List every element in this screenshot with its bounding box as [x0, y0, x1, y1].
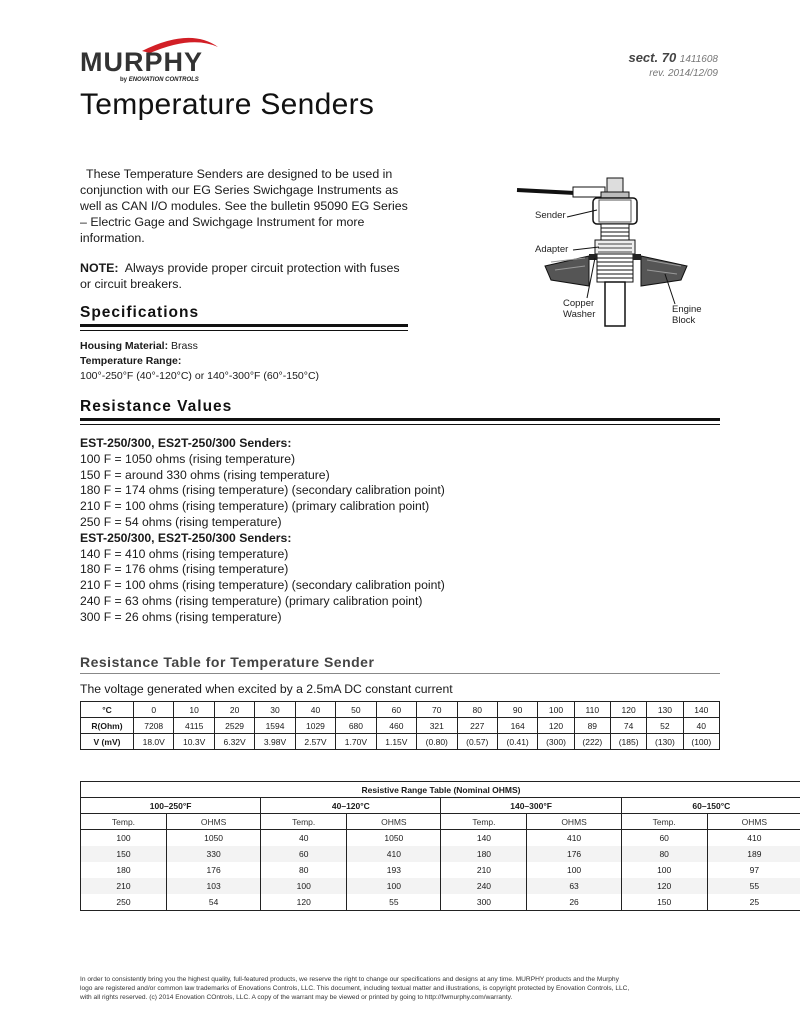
temp-column-header: Temp.: [621, 814, 707, 830]
table-cell: 54: [166, 894, 260, 911]
table-cell: 55: [707, 878, 800, 894]
resistance-values-rule: [80, 418, 720, 421]
range-table-title: Resistive Range Table (Nominal OHMS): [81, 782, 800, 798]
table-cell: 55: [347, 894, 441, 911]
ohms-column-header: OHMS: [166, 814, 260, 830]
specifications-rule-thin: [80, 330, 408, 331]
resistance-table-rule: [80, 673, 720, 674]
table-cell: 97: [707, 862, 800, 878]
row-header: R(Ohm): [81, 718, 134, 734]
table-cell: 10: [174, 702, 214, 718]
resistance-value-line: 300 F = 26 ohms (rising temperature): [80, 609, 282, 624]
table-cell: 180: [81, 862, 167, 878]
ohms-column-header: OHMS: [707, 814, 800, 830]
resistance-table-heading: Resistance Table for Temperature Sender: [80, 654, 375, 670]
sender-group-heading: EST-250/300, ES2T-250/300 Senders:: [80, 530, 292, 545]
table-cell: 189: [707, 846, 800, 862]
table-cell: 1050: [347, 830, 441, 847]
table-cell: 40: [295, 702, 335, 718]
label-sender: Sender: [535, 210, 566, 221]
table-row: [81, 878, 800, 894]
temp-range-value: 100°-250°F (40°-120°C) or 140°-300°F (60°-150°C): [80, 370, 320, 382]
table-cell: 20: [214, 702, 254, 718]
table-cell: 89: [574, 718, 610, 734]
resistance-value-line: 250 F = 54 ohms (rising temperature): [80, 514, 282, 529]
table-cell: 1050: [166, 830, 260, 847]
resistive-range-table: [80, 781, 800, 911]
label-copper: Copper: [563, 298, 595, 309]
table-cell: (100): [683, 734, 719, 750]
table-cell: 6.32V: [214, 734, 254, 750]
table-cell: 110: [574, 702, 610, 718]
table-cell: 50: [336, 702, 376, 718]
label-block: Block: [672, 315, 696, 326]
resistance-value-line: 240 F = 63 ohms (rising temperature) (primary calibration point): [80, 593, 423, 608]
table-cell: 130: [647, 702, 683, 718]
temp-column-header: Temp.: [81, 814, 167, 830]
table-cell: 164: [497, 718, 537, 734]
table-cell: (0.57): [457, 734, 497, 750]
sender-group-heading: EST-250/300, ES2T-250/300 Senders:: [80, 436, 292, 450]
table-cell: 210: [81, 878, 167, 894]
table-cell: 150: [81, 846, 167, 862]
resistance-value-line: 210 F = 100 ohms (rising temperature) (secondary calibration point): [80, 578, 445, 593]
table-cell: (222): [574, 734, 610, 750]
table-cell: 410: [707, 830, 800, 847]
table-cell: 100: [538, 702, 574, 718]
resistance-value-line: 180 F = 176 ohms (rising temperature): [80, 562, 289, 577]
table-cell: 4115: [174, 718, 214, 734]
logo-tagline-by: by: [120, 77, 128, 83]
logo-text: MURPHY: [80, 47, 204, 77]
logo-tagline: [120, 77, 199, 83]
table-cell: 300: [441, 894, 527, 911]
resistance-values-list: [80, 436, 720, 626]
resistance-table-row: [81, 718, 720, 734]
table-cell: 63: [527, 878, 621, 894]
table-cell: 321: [417, 718, 457, 734]
label-adapter: Adapter: [535, 244, 569, 255]
section-label: [628, 50, 718, 65]
table-cell: 2529: [214, 718, 254, 734]
footer-disclaimer: [80, 975, 750, 1002]
resistance-table-row: [81, 734, 720, 750]
table-cell: (0.80): [417, 734, 457, 750]
table-cell: 680: [336, 718, 376, 734]
table-cell: (300): [538, 734, 574, 750]
table-cell: 0: [134, 702, 174, 718]
table-cell: 180: [441, 846, 527, 862]
table-cell: 40: [261, 830, 347, 847]
resistance-values-rule-thin: [80, 424, 720, 425]
table-cell: 250: [81, 894, 167, 911]
table-cell: 80: [621, 846, 707, 862]
resistance-value-line: 210 F = 100 ohms (rising temperature) (primary calibration point): [80, 499, 430, 514]
table-cell: 410: [347, 846, 441, 862]
table-cell: 30: [255, 702, 295, 718]
table-cell: 1594: [255, 718, 295, 734]
table-cell: 120: [621, 878, 707, 894]
table-cell: (130): [647, 734, 683, 750]
resistance-table: [80, 701, 720, 750]
range-group-header: 140–300°F: [441, 798, 621, 814]
table-cell: 410: [527, 830, 621, 847]
table-cell: 120: [538, 718, 574, 734]
table-cell: 25: [707, 894, 800, 911]
intro-note: [80, 260, 400, 292]
table-cell: 193: [347, 862, 441, 878]
resistance-value-line: 150 F = around 330 ohms (rising temperature): [80, 467, 330, 482]
murphy-logo: [80, 33, 225, 85]
ohms-column-header: OHMS: [527, 814, 621, 830]
table-cell: 100: [81, 830, 167, 847]
table-cell: 80: [457, 702, 497, 718]
range-group-header: 100–250°F: [81, 798, 261, 814]
table-cell: 1029: [295, 718, 335, 734]
table-cell: 18.0V: [134, 734, 174, 750]
table-cell: 176: [166, 862, 260, 878]
range-group-header: 60–150°C: [621, 798, 800, 814]
table-cell: 40: [683, 718, 719, 734]
table-cell: 100: [347, 878, 441, 894]
table-cell: 140: [441, 830, 527, 847]
footer-line-2: logo are registered and/or common law trademarks of Enovations Controls, LLC. This document, including textual matter and illustrations, is copyright protected by Enovation Controls, LLC,: [80, 985, 630, 992]
table-cell: 227: [457, 718, 497, 734]
resistance-value-line: 180 F = 174 ohms (rising temperature) (secondary calibration point): [80, 483, 445, 498]
table-cell: 74: [610, 718, 646, 734]
table-cell: 2.57V: [295, 734, 335, 750]
page-title: Temperature Senders: [80, 88, 375, 121]
range-group-row: [81, 798, 800, 814]
table-cell: 176: [527, 846, 621, 862]
table-cell: 1.15V: [376, 734, 416, 750]
resistance-values-heading: Resistance Values: [80, 398, 233, 415]
logo-tagline-brand: ENOVATION CONTROLS: [128, 77, 199, 83]
table-cell: (185): [610, 734, 646, 750]
specifications-rule: [80, 324, 408, 327]
table-cell: 150: [621, 894, 707, 911]
table-row: [81, 894, 800, 911]
table-cell: 100: [621, 862, 707, 878]
table-cell: 80: [261, 862, 347, 878]
table-cell: 100: [261, 878, 347, 894]
table-cell: 103: [166, 878, 260, 894]
temp-column-header: Temp.: [261, 814, 347, 830]
table-cell: 60: [621, 830, 707, 847]
table-cell: 140: [683, 702, 719, 718]
table-cell: 7208: [134, 718, 174, 734]
range-subheader-row: [81, 814, 800, 830]
footer-line-1: In order to consistently bring you the highest quality, full-featured products, we reserve the right to change our specifications and designs at any time. MURPHY products and the Murphy: [80, 976, 619, 983]
range-table-title-row: [81, 782, 800, 798]
table-cell: 60: [261, 846, 347, 862]
table-cell: 60: [376, 702, 416, 718]
table-cell: (0.41): [497, 734, 537, 750]
resistance-table-row: [81, 702, 720, 718]
row-header: °C: [81, 702, 134, 718]
table-cell: 70: [417, 702, 457, 718]
section-id: sect. 70: [628, 50, 677, 65]
table-row: [81, 846, 800, 862]
label-engine: Engine: [672, 304, 702, 315]
housing-material: [80, 339, 410, 354]
table-cell: 26: [527, 894, 621, 911]
table-cell: 3.98V: [255, 734, 295, 750]
note-label: NOTE:: [80, 261, 119, 275]
table-cell: 240: [441, 878, 527, 894]
label-washer: Washer: [563, 309, 596, 320]
table-cell: 90: [497, 702, 537, 718]
ohms-column-header: OHMS: [347, 814, 441, 830]
table-cell: 120: [610, 702, 646, 718]
resistance-table-caption: The voltage generated when excited by a 2.5mA DC constant current: [80, 682, 453, 696]
row-header: V (mV): [81, 734, 134, 750]
table-row: [81, 830, 800, 847]
resistance-value-line: 140 F = 410 ohms (rising temperature): [80, 546, 289, 561]
range-group-header: 40–120°C: [261, 798, 441, 814]
table-cell: 100: [527, 862, 621, 878]
footer-line-3: with all rights reserved. (c) 2014 Enovation COntrols, LLC. A copy of the warrant may be viewed or printed by going to http://fwmurphy.com/warranty.: [80, 994, 513, 1001]
table-cell: 330: [166, 846, 260, 862]
housing-value: Brass: [171, 340, 198, 352]
specifications-heading: Specifications: [80, 304, 200, 321]
sender-installation-diagram: [515, 170, 720, 335]
table-cell: 52: [647, 718, 683, 734]
specifications-block: [80, 339, 410, 384]
temp-range-label: Temperature Range:: [80, 355, 182, 367]
revision-date: rev. 2014/12/09: [649, 68, 718, 79]
table-cell: 1.70V: [336, 734, 376, 750]
housing-label: Housing Material:: [80, 340, 169, 352]
intro-description: These Temperature Senders are designed to be used in conjunction with our EG Series Swichgage Instruments as well as CAN I/O modules. See the bulletin 95090 EG Series – Electric Gage and Swichgage Instrument for more information.: [80, 167, 408, 245]
temp-column-header: Temp.: [441, 814, 527, 830]
table-row: [81, 862, 800, 878]
table-cell: 460: [376, 718, 416, 734]
section-number: 1411608: [679, 54, 718, 65]
note-text: Always provide proper circuit protection with fuses or circuit breakers.: [80, 261, 400, 291]
table-cell: 120: [261, 894, 347, 911]
table-cell: 210: [441, 862, 527, 878]
table-cell: 10.3V: [174, 734, 214, 750]
resistance-value-line: 100 F = 1050 ohms (rising temperature): [80, 451, 296, 466]
